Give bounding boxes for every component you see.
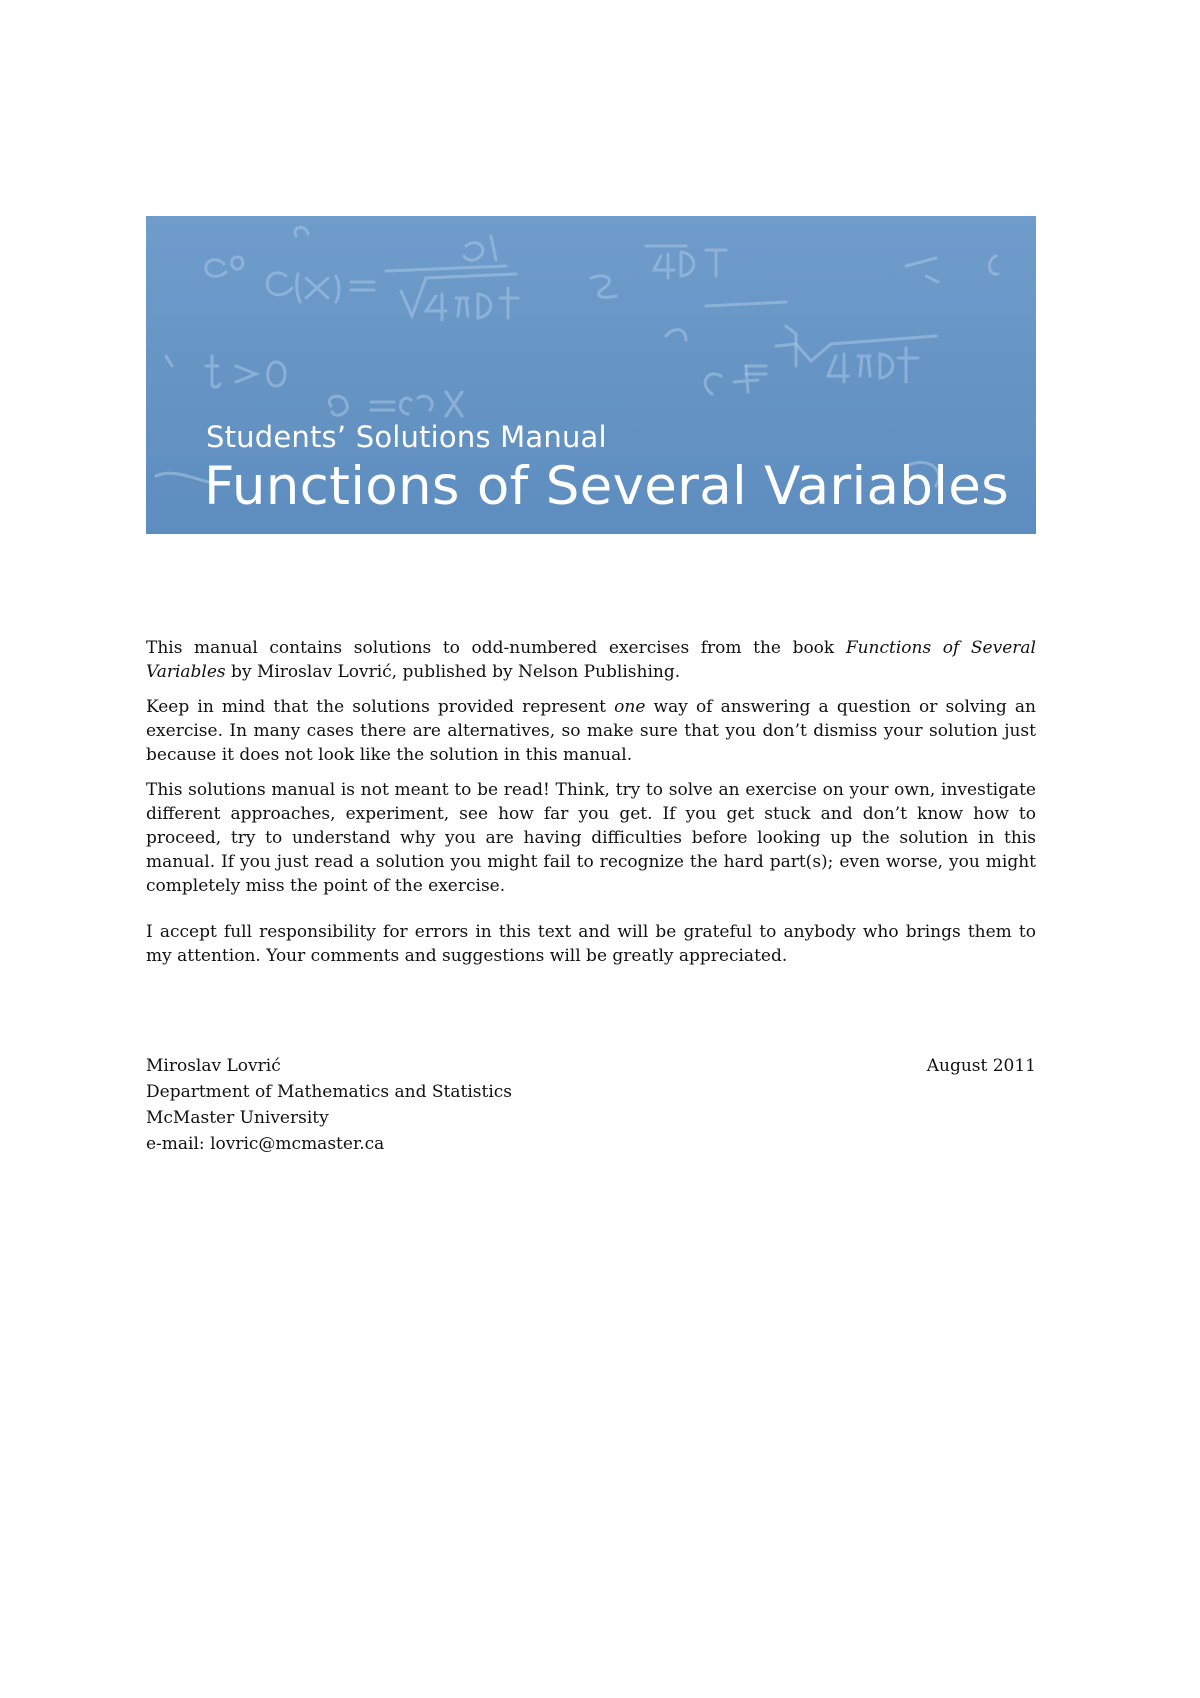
intro-paragraph-3: This solutions manual is not meant to be read! Think, try to solve an exercise on your own, investigate different approaches, experiment, see how far you get. If you get stuck and don’t know how to proceed, try to understand why you are having difficulties before looking up the solution in this manual. If you just read a solution you might fail to recognize the hard part(s); even worse, you might completely miss the point of the exercise. bbox=[146, 780, 1036, 896]
author-department: Department of Mathematics and Statistics bbox=[146, 1082, 513, 1102]
intro-p1-tail: by Miroslav Lovrić, published by Nelson Publishing. bbox=[225, 662, 681, 682]
author-name: Miroslav Lovrić bbox=[146, 1056, 281, 1076]
cover-banner bbox=[146, 216, 1036, 534]
book-title: Functions of Several Variables bbox=[204, 456, 1010, 517]
author-university: McMaster University bbox=[146, 1108, 329, 1128]
introduction-text bbox=[146, 636, 1036, 979]
intro-paragraph-2 bbox=[146, 695, 1036, 767]
intro-p2-tail: way of answering a question or solving an exercise. In many cases there are alternatives, so make sure that you don’t dismiss your solution just because it does not look like the solution in this manual. bbox=[146, 697, 1037, 765]
intro-p2-lead: Keep in mind that the solutions provided represent bbox=[146, 697, 615, 717]
intro-paragraph-4: I accept full responsibility for errors in this text and will be grateful to anybody who brings them to my attention. Your comments and suggestions will be greatly appreciated. bbox=[146, 922, 1036, 966]
manual-subtitle: Students’ Solutions Manual bbox=[206, 420, 607, 454]
intro-paragraph-1 bbox=[146, 636, 1036, 684]
book-title-citation: Functions of Several Variables bbox=[146, 638, 1036, 682]
author-email: e-mail: lovric@mcmaster.ca bbox=[146, 1134, 385, 1154]
emphasis-one: one bbox=[614, 697, 646, 717]
author-signature-block bbox=[146, 1053, 1036, 1157]
publication-date: August 2011 bbox=[926, 1056, 1036, 1076]
intro-p1-lead: This manual contains solutions to odd-numbered exercises from the book bbox=[146, 638, 846, 658]
